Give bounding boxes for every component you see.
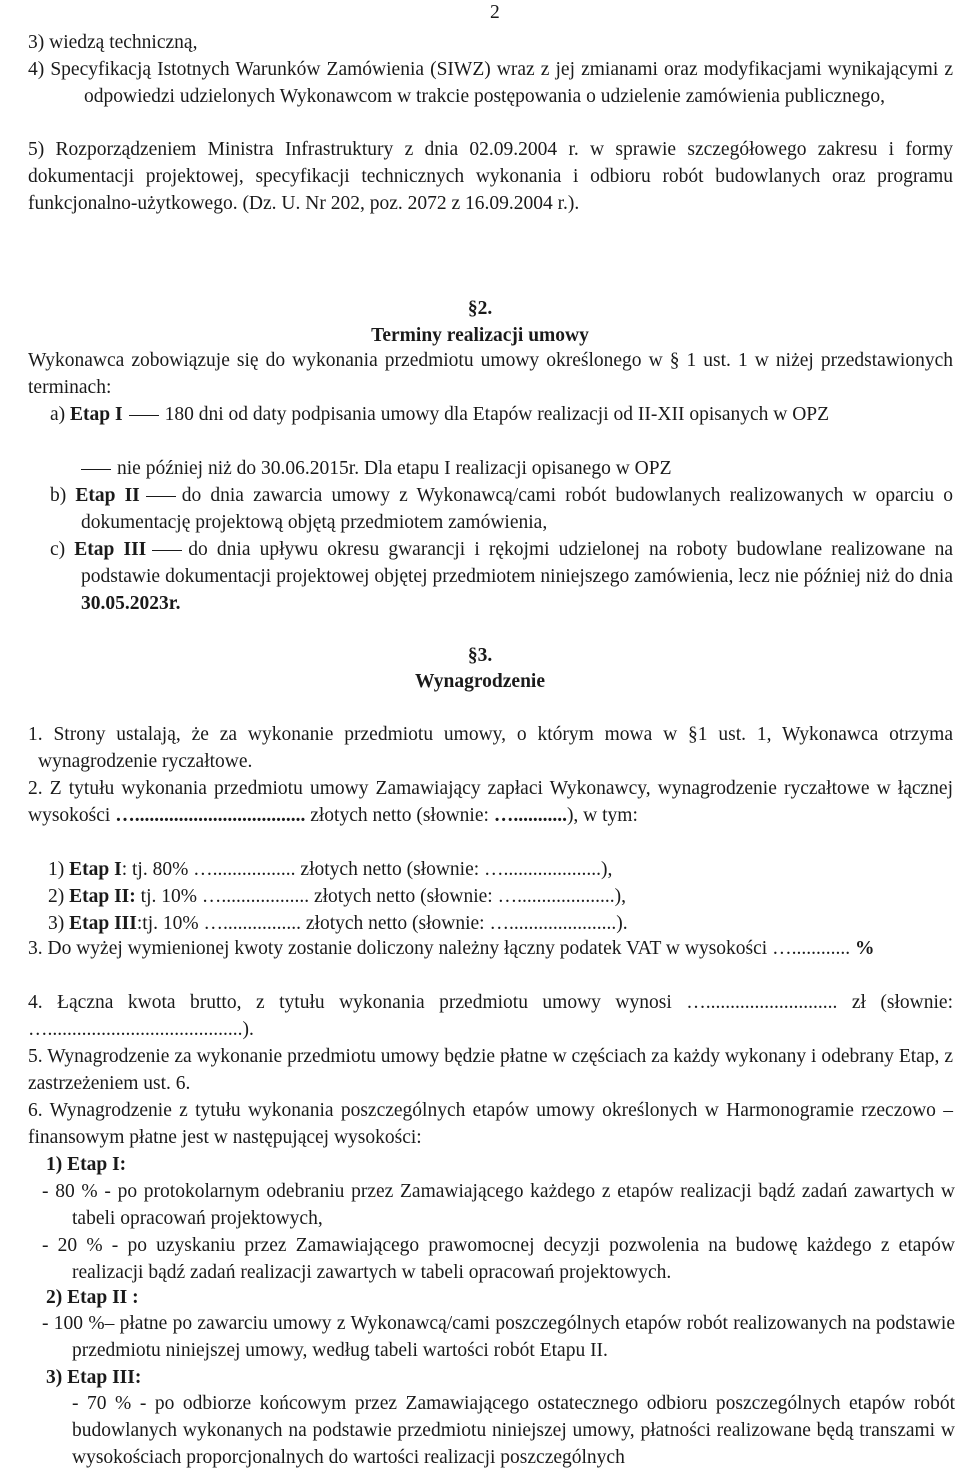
- term-b-prefix: b): [50, 485, 76, 506]
- term-c-label: Etap III: [74, 539, 147, 560]
- clause-5: 5. Wynagrodzenie za wykonanie przedmiotu umowy będzie płatne w częściach za każdy wykonany i odebrany Etap, z zastrzeżeniem ust. 6.: [28, 1046, 953, 1094]
- list-item-4: 4) Specyfikacją Istotnych Warunków Zamówienia (SIWZ) wraz z jej zmianami oraz modyfikacjami wynikającymi z odpowiedzi udzielonych Wykonawcom w trakcie postępowania o udzielenie zamówienia publicznego,: [28, 59, 953, 107]
- term-b: [50, 483, 953, 537]
- clause-2-c: złotych netto (słownie:: [305, 804, 494, 826]
- clause-2-dots: …...................................: [115, 804, 306, 826]
- clause-2-item-3: [48, 911, 928, 938]
- term-a-prefix: a): [50, 404, 71, 425]
- clause-2-item-3-prefix: 3): [48, 913, 70, 934]
- clause-1: 1. Strony ustalają, że za wykonanie przedmiotu umowy, o którym mowa w §1 ust. 1, Wykonawca otrzyma wynagrodzenie ryczałtowe.: [28, 724, 953, 772]
- clause-2-item-2-text: tj. 10% ….................. złotych netto (słownie: …....................),: [135, 886, 626, 907]
- clause-2-item-3-label: Etap III: [69, 913, 137, 934]
- term-b-label: Etap II: [75, 485, 140, 506]
- term-c: [50, 537, 953, 617]
- clause-3-percent: %: [854, 938, 875, 959]
- clause-2-item-2-label: Etap II:: [69, 886, 136, 907]
- etap-2-label: 2) Etap II :: [46, 1287, 139, 1308]
- dash-icon: [81, 469, 111, 470]
- term-a-continuation: [81, 456, 941, 483]
- clause-2-item-1-text: : tj. 80% …................. złotych netto (słownie: …....................),: [121, 859, 613, 880]
- dash-icon: [146, 496, 176, 497]
- etap-1-a: - 80 % - po protokolarnym odebraniu przez Zamawiającego każdego z etapów realizacji bądź zadań zawartych w tabeli opracowań projektowych,: [42, 1181, 955, 1229]
- section-3-title: Wynagrodzenie: [415, 671, 545, 692]
- clause-6: 6. Wynagrodzenie z tytułu wykonania poszczególnych etapów umowy określonych w Harmonogramie rzeczowo – finansowym płatne jest w następującej wysokości:: [28, 1100, 953, 1148]
- clause-3: [28, 936, 953, 963]
- clause-2-item-2-prefix: 2): [48, 886, 70, 907]
- etap-1-b: - 20 % - po uzyskaniu przez Zamawiającego prawomocnej decyzji pozwolenia na budowę każdego z etapów realizacji bądź zadań realizacji zawartych w tabeli opracowań projektowych.: [42, 1235, 955, 1283]
- dash-icon: [152, 550, 182, 551]
- term-c-text: do dnia upływu okresu gwarancji i rękojmi udzielonej na roboty budowlane realizowane na podstawie dokumentacji projektowej objętej przedmiotem niniejszego zamówienia, lecz nie później niż do dnia: [81, 539, 953, 587]
- clause-2-e: ), w tym:: [566, 804, 638, 826]
- list-item-5-text: 5) Rozporządzeniem Ministra Infrastruktury z dnia 02.09.2004 r. w sprawie szczegółowego zakresu i formy dokumentacji projektowej, specyfikacji technicznych wykonania i odbioru robót budowlanych oraz programu funkcjonalno-użytkowego. (Dz. U. Nr 202, poz. 2072 z 16.09.2004 r.).: [28, 139, 953, 214]
- etap-3-label: 3) Etap III:: [46, 1367, 142, 1388]
- dash-icon: [129, 415, 159, 416]
- clause-2-item-1: [48, 857, 928, 884]
- clause-2-a: 2. Z tytułu wykonania przedmiotu umowy Zamawiający zapłaci Wykonawcy, wynagrodzenie ryczałtowe w łącznej wysokości: [28, 778, 953, 826]
- etap-2-a: - 100 %– płatne po zawarciu umowy z Wykonawcą/cami poszczególnych etapów robót realizowanych na podstawie przedmiotu niniejszej umowy, według tabeli wartości robót Etapu II.: [42, 1313, 955, 1361]
- clause-2-item-2: [48, 884, 928, 911]
- clause-2-item-3-text: :tj. 10% …................ złotych netto (słownie: …......................).: [136, 913, 628, 934]
- term-a-label: Etap I: [70, 404, 123, 425]
- term-a-text: 180 dni od daty podpisania umowy dla Etapów realizacji od II-XII opisanych w OPZ: [164, 404, 830, 425]
- list-item-3: 3) wiedzą techniczną,: [28, 32, 198, 53]
- section-2-intro: Wykonawca zobowiązuje się do wykonania przedmiotu umowy określonego w § 1 ust. 1 w niżej przedstawionych terminach:: [28, 350, 953, 398]
- list-item-5: [28, 137, 953, 217]
- term-c-prefix: c): [50, 539, 75, 560]
- etap-3-a: - 70 % - po odbiorze końcowym przez Zamawiającego ostatecznego odbioru poszczególnych etapów robót budowlanych wykonanych na podstawie przedmiotu niniejszej umowy, płatności realizowane będą transzami w wysokościach proporcjonalnych do wartości realizacji poszczególnych: [72, 1393, 955, 1468]
- page-number: 2: [490, 2, 500, 23]
- clause-4: 4. Łączna kwota brutto, z tytułu wykonania przedmiotu umowy wynosi …........................... zł (słownie: …........................................).: [28, 992, 953, 1040]
- section-3-number: §3.: [467, 645, 493, 666]
- clause-2: [28, 776, 953, 830]
- term-c-date: 30.05.2023r.: [81, 592, 181, 614]
- clause-2-item-1-prefix: 1): [48, 859, 70, 880]
- section-2-title: Terminy realizacji umowy: [371, 325, 589, 346]
- clause-2-dots-2: …...........: [493, 804, 567, 826]
- etap-1-label: 1) Etap I:: [46, 1154, 127, 1175]
- term-a-text-2: nie później niż do 30.06.2015r. Dla etapu I realizacji opisanego w OPZ: [117, 458, 672, 479]
- term-a: [50, 402, 953, 429]
- clause-3-text: 3. Do wyżej wymienionej kwoty zostanie doliczony należny łączny podatek VAT w wysokości …............: [28, 938, 855, 959]
- clause-2-item-1-label: Etap I: [69, 859, 122, 880]
- section-2-number: §2.: [467, 298, 493, 319]
- term-b-text: do dnia zawarcia umowy z Wykonawcą/cami robót budowlanych realizowanych w oparciu o dokumentację projektową objętą przedmiotem zamówienia,: [81, 485, 953, 533]
